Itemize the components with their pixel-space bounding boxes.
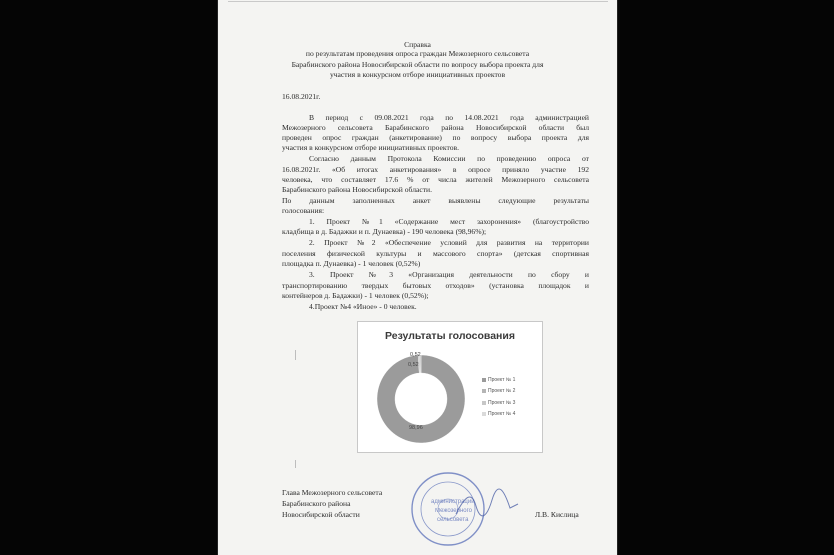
data-label: 0,52 [410, 352, 421, 358]
donut-chart [373, 351, 469, 447]
doc-subtitle-line: по результатам проведения опроса граждан Межозерного сельсовета [305, 49, 530, 58]
result-item-2: поселения физической культуры и массового спорта» (детская спортивная [282, 249, 589, 258]
paragraph-line: В период с 09.08.2021 года по 14.08.2021 года администрацией [309, 113, 589, 122]
legend-item: Проект № 3 [482, 397, 515, 409]
result-item-4: 4.Проект №4 «Иное» - 0 человек. [309, 302, 417, 311]
svg-text:администрации: администрации [431, 499, 475, 505]
chart-legend [482, 374, 515, 420]
legend-swatch [482, 389, 486, 393]
result-item-2: площадка п. Дунаевка) - 1 человек (0,52%) [282, 259, 421, 268]
result-item-3: контейнеров д. Бадажки) - 1 человек (0,52%); [282, 291, 429, 300]
paragraph-line: человека, что составляет 17.6 % от числа жителей Межозерного сельсовета [282, 175, 589, 184]
signatory-name: Л.В. Кислица [535, 510, 579, 519]
signature-line: Глава Межозерного сельсовета [282, 488, 383, 497]
paragraph-line: Барабинского района Новосибирской области. [282, 185, 433, 194]
paragraph-line: Согласно данным Протокола Комиссии по проведению опроса от [309, 154, 589, 163]
paragraph-line: Межозерного сельсовета Барабинского района Новосибирской области был [282, 123, 589, 132]
result-item-3: транспортированию твердых бытовых отходов» (установка площадок и [282, 281, 589, 290]
paragraph-line: голосования: [282, 206, 325, 215]
result-item-1: 1. Проект №1 «Содержание мест захоронения» (благоустройство [309, 217, 589, 226]
svg-text:Межозерного: Межозерного [435, 508, 473, 514]
legend-swatch [482, 378, 486, 382]
paragraph-line: проведен опрос граждан (анкетирование) по вопросу выбора проекта для [282, 133, 589, 142]
legend-item: Проект № 2 [482, 386, 515, 398]
legend-swatch [482, 401, 486, 405]
data-label: 0,52 [408, 362, 419, 368]
paragraph-line: участия в конкурсном отборе инициативных проектов. [282, 143, 460, 152]
doc-subtitle-line: участия в конкурсном отборе инициативных проектов [329, 70, 506, 79]
data-label: 98,96 [409, 425, 423, 431]
results-chart [357, 321, 543, 453]
top-rule [228, 1, 608, 2]
legend-item: Проект № 4 [482, 409, 515, 421]
result-item-3: 3. Проект №3 «Организация деятельности по сбору и [309, 270, 589, 279]
signature-line: Новосибирской области [282, 510, 360, 519]
result-item-2: 2. Проект №2 «Обеспечение условий для развития на территории [309, 238, 589, 247]
handwritten-signature [452, 488, 532, 524]
legend-item: Проект № 1 [482, 374, 515, 386]
result-item-1: кладбища в д. Бадажки и п. Дунаевка) - 190 человека (98,96%); [282, 227, 487, 236]
chart-title: Результаты голосования [385, 330, 515, 342]
doc-date: 16.08.2021г. [282, 92, 321, 101]
doc-subtitle-line: Барабинского района Новосибирской области по вопросу выбора проекта для [291, 60, 544, 69]
paragraph-line: По данным заполненных анкет выявлены следующие результаты [282, 196, 589, 205]
svg-text:сельсовета: сельсовета [437, 517, 469, 523]
signature-line: Барабинского района [282, 499, 351, 508]
scan-mark [295, 460, 296, 468]
doc-title: Справка [404, 40, 431, 49]
legend-swatch [482, 412, 486, 416]
scan-mark [295, 350, 296, 360]
paragraph-line: 16.08.2021г. «Об итогах анкетирования» в опросе приняло участие 192 [282, 165, 589, 174]
